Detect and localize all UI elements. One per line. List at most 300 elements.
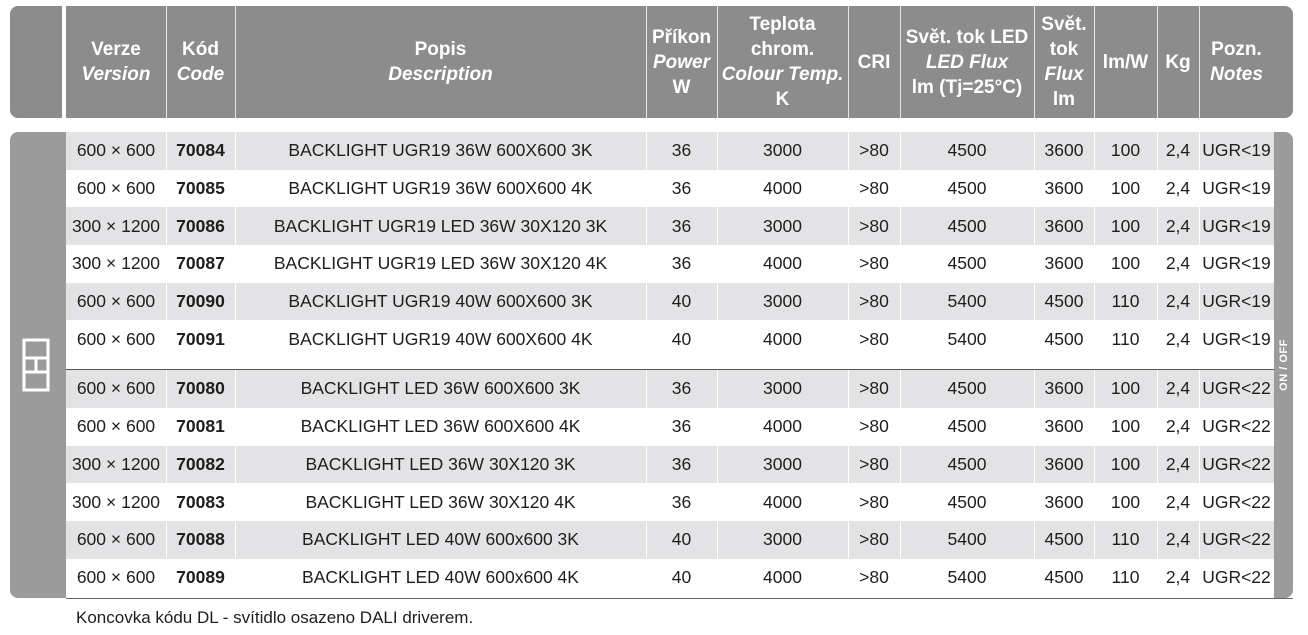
cell-power: 36 xyxy=(671,416,692,437)
cell-led-flux: 4500 xyxy=(947,215,987,236)
header-description xyxy=(235,6,646,118)
cell-colour-temp: 4000 xyxy=(763,416,802,437)
column-divider xyxy=(848,370,849,408)
column-divider xyxy=(1199,483,1200,521)
cell-led-flux: 4500 xyxy=(947,378,987,399)
cell-cri: >80 xyxy=(859,378,889,399)
column-divider xyxy=(1034,245,1035,283)
column-divider xyxy=(848,320,849,358)
cell-description: BACKLIGHT UGR19 LED 36W 30X120 4K xyxy=(273,253,608,274)
column-divider xyxy=(717,408,718,446)
column-divider xyxy=(166,559,167,597)
column-divider xyxy=(900,207,901,245)
cell-lm-per-w: 110 xyxy=(1111,291,1140,312)
cell-lm-per-w: 100 xyxy=(1110,140,1141,161)
header-divider xyxy=(166,6,167,118)
table-bottom-border xyxy=(66,598,1293,599)
column-divider xyxy=(1199,207,1200,245)
header-lm-per-w xyxy=(1094,6,1157,118)
cell-notes: UGR<19 xyxy=(1202,253,1271,274)
cell-code: 70082 xyxy=(176,453,225,474)
header-power-en: Power xyxy=(652,51,711,73)
cell-kg: 2,4 xyxy=(1165,566,1191,587)
cell-version: 600 × 600 xyxy=(76,140,156,161)
header-notes-en: Notes xyxy=(1210,64,1263,85)
cell-power: 36 xyxy=(671,453,692,474)
column-divider xyxy=(848,245,849,283)
column-divider xyxy=(1199,132,1200,170)
cell-version: 600 × 600 xyxy=(76,378,156,399)
column-divider xyxy=(235,132,236,170)
cell-power: 40 xyxy=(671,291,692,312)
cell-description: BACKLIGHT LED 36W 30X120 4K xyxy=(305,491,576,512)
column-divider xyxy=(1094,370,1095,408)
header-led-flux xyxy=(900,6,1034,118)
header-power-unit: W xyxy=(672,76,691,98)
cell-cri: >80 xyxy=(859,178,889,199)
cell-led-flux: 4500 xyxy=(947,140,987,161)
cell-version: 600 × 600 xyxy=(76,566,156,587)
column-divider xyxy=(717,245,718,283)
column-divider xyxy=(1199,408,1200,446)
column-divider xyxy=(1199,521,1200,559)
column-divider xyxy=(900,245,901,283)
cell-description: BACKLIGHT UGR19 36W 600X600 4K xyxy=(288,178,593,199)
column-divider xyxy=(900,283,901,321)
cell-description: BACKLIGHT LED 40W 600x600 4K xyxy=(302,566,579,587)
table-row xyxy=(66,170,1274,208)
column-divider xyxy=(166,245,167,283)
header-divider xyxy=(900,6,901,118)
cell-power: 36 xyxy=(671,378,692,399)
column-divider xyxy=(646,170,647,208)
cell-led-flux: 4500 xyxy=(947,416,987,437)
column-divider xyxy=(235,408,236,446)
column-divider xyxy=(646,207,647,245)
panel-light-icon xyxy=(22,338,50,392)
column-divider xyxy=(717,320,718,358)
cell-notes: UGR<22 xyxy=(1202,416,1271,437)
column-divider xyxy=(1199,370,1200,408)
column-divider xyxy=(1157,207,1158,245)
column-divider xyxy=(646,245,647,283)
cell-flux: 4500 xyxy=(1044,291,1084,312)
cell-code: 70090 xyxy=(176,291,225,312)
cell-code: 70085 xyxy=(176,178,225,199)
cell-lm-per-w: 100 xyxy=(1110,253,1141,274)
header-version-cz: Verze xyxy=(91,39,141,60)
column-divider xyxy=(848,408,849,446)
header-power xyxy=(646,6,717,118)
column-divider xyxy=(717,483,718,521)
cell-kg: 2,4 xyxy=(1165,140,1191,161)
cell-power: 36 xyxy=(671,491,692,512)
column-divider xyxy=(1157,370,1158,408)
column-divider xyxy=(1034,170,1035,208)
cell-code: 70089 xyxy=(176,566,225,587)
cell-flux: 3600 xyxy=(1044,253,1084,274)
column-divider xyxy=(646,320,647,358)
cell-lm-per-w: 100 xyxy=(1110,491,1141,512)
column-divider xyxy=(900,483,901,521)
column-divider xyxy=(235,170,236,208)
cell-version: 300 × 1200 xyxy=(71,253,161,274)
column-divider xyxy=(1094,245,1095,283)
column-divider xyxy=(848,559,849,597)
cell-cri: >80 xyxy=(859,253,889,274)
column-divider xyxy=(848,521,849,559)
cell-led-flux: 4500 xyxy=(947,178,987,199)
cell-kg: 2,4 xyxy=(1165,178,1191,199)
cell-flux: 4500 xyxy=(1044,566,1084,587)
column-divider xyxy=(1094,483,1095,521)
table-row xyxy=(66,320,1274,358)
cell-notes: UGR<22 xyxy=(1202,529,1271,550)
header-led-flux-cz: Svět. tok LED xyxy=(905,26,1029,48)
cell-led-flux: 5400 xyxy=(947,291,987,312)
header-description-cz: Popis xyxy=(414,39,467,60)
column-divider xyxy=(717,132,718,170)
header-code-cz: Kód xyxy=(182,39,219,60)
cell-code: 70088 xyxy=(176,529,225,550)
header-flux xyxy=(1034,6,1094,118)
cell-flux: 3600 xyxy=(1044,140,1084,161)
column-divider xyxy=(900,320,901,358)
table-row xyxy=(66,207,1274,245)
column-divider xyxy=(235,521,236,559)
cell-code: 70084 xyxy=(176,140,225,161)
column-divider xyxy=(1094,170,1095,208)
header-power-cz: Příkon xyxy=(651,26,712,48)
cell-description: BACKLIGHT LED 36W 600X600 3K xyxy=(300,378,581,399)
cell-notes: UGR<19 xyxy=(1202,178,1271,199)
column-divider xyxy=(1157,245,1158,283)
cell-version: 300 × 1200 xyxy=(71,215,161,236)
cell-cri: >80 xyxy=(859,529,889,550)
column-divider xyxy=(1199,283,1200,321)
column-divider xyxy=(848,132,849,170)
footnote: Koncovka kódu DL - svítidlo osazeno DALI driverem. xyxy=(76,608,474,627)
cell-kg: 2,4 xyxy=(1165,378,1191,399)
column-divider xyxy=(235,483,236,521)
header-divider xyxy=(646,6,647,118)
cell-power: 36 xyxy=(671,215,692,236)
cell-lm-per-w: 100 xyxy=(1110,453,1141,474)
cell-cri: >80 xyxy=(859,291,889,312)
column-divider xyxy=(1094,408,1095,446)
header-colour-temp-unit: K xyxy=(775,89,790,110)
cell-lm-per-w: 100 xyxy=(1110,416,1141,437)
cell-colour-temp: 3000 xyxy=(763,291,802,312)
column-divider xyxy=(646,408,647,446)
header-notes xyxy=(1199,6,1274,118)
header-flux-unit: lm xyxy=(1052,89,1076,110)
cell-led-flux: 5400 xyxy=(947,328,987,349)
column-divider xyxy=(900,132,901,170)
column-divider xyxy=(1157,170,1158,208)
cell-power: 36 xyxy=(671,178,692,199)
cell-cri: >80 xyxy=(859,491,889,512)
column-divider xyxy=(1034,370,1035,408)
cell-version: 600 × 600 xyxy=(76,178,156,199)
column-divider xyxy=(900,559,901,597)
cell-version: 600 × 600 xyxy=(76,529,156,550)
header-colour-temp xyxy=(717,6,848,118)
column-divider xyxy=(1157,283,1158,321)
cell-code: 70091 xyxy=(176,328,225,349)
column-divider xyxy=(1034,320,1035,358)
table-row xyxy=(66,283,1274,321)
cell-led-flux: 4500 xyxy=(947,253,987,274)
cell-kg: 2,4 xyxy=(1165,453,1191,474)
column-divider xyxy=(848,446,849,484)
column-divider xyxy=(1034,408,1035,446)
on-off-label: ON / OFF xyxy=(1278,339,1290,391)
column-divider xyxy=(1094,446,1095,484)
cell-notes: UGR<22 xyxy=(1202,566,1271,587)
column-divider xyxy=(900,170,901,208)
cell-version: 600 × 600 xyxy=(76,416,156,437)
cell-lm-per-w: 100 xyxy=(1110,178,1141,199)
header-colour-temp-cz: Teplota chrom. xyxy=(749,14,816,60)
cell-lm-per-w: 100 xyxy=(1110,378,1141,399)
cell-notes: UGR<19 xyxy=(1202,215,1271,236)
column-divider xyxy=(166,320,167,358)
cell-description: BACKLIGHT UGR19 40W 600X600 3K xyxy=(288,291,593,312)
column-divider xyxy=(166,521,167,559)
column-divider xyxy=(1034,446,1035,484)
column-divider xyxy=(1034,559,1035,597)
column-divider xyxy=(166,283,167,321)
column-divider xyxy=(1199,446,1200,484)
column-divider xyxy=(900,370,901,408)
header-divider xyxy=(1034,6,1035,118)
column-divider xyxy=(166,370,167,408)
column-divider xyxy=(1157,132,1158,170)
column-divider xyxy=(1034,483,1035,521)
column-divider xyxy=(235,446,236,484)
column-divider xyxy=(717,446,718,484)
table-row xyxy=(66,483,1274,521)
cell-description: BACKLIGHT UGR19 40W 600X600 4K xyxy=(288,328,593,349)
column-divider xyxy=(166,207,167,245)
column-divider xyxy=(646,559,647,597)
header-left-block xyxy=(10,6,62,118)
column-divider xyxy=(1199,245,1200,283)
table-row xyxy=(66,408,1274,446)
cell-colour-temp: 4000 xyxy=(763,328,802,349)
table-row xyxy=(66,369,1274,408)
cell-kg: 2,4 xyxy=(1165,416,1191,437)
column-divider xyxy=(1094,559,1095,597)
cell-kg: 2,4 xyxy=(1165,491,1191,512)
header-divider xyxy=(235,6,236,118)
table-row xyxy=(66,132,1274,170)
header-description-en: Description xyxy=(388,64,493,85)
cell-colour-temp: 4000 xyxy=(763,253,802,274)
column-divider xyxy=(1094,207,1095,245)
column-divider xyxy=(848,207,849,245)
cell-colour-temp: 4000 xyxy=(763,491,802,512)
column-divider xyxy=(1157,483,1158,521)
cell-kg: 2,4 xyxy=(1165,328,1191,349)
column-divider xyxy=(235,559,236,597)
cell-lm-per-w: 110 xyxy=(1111,328,1140,349)
column-divider xyxy=(235,245,236,283)
header-notes-cz: Pozn. xyxy=(1211,39,1262,60)
table-row xyxy=(66,446,1274,484)
cell-notes: UGR<22 xyxy=(1202,491,1271,512)
column-divider xyxy=(235,320,236,358)
cell-colour-temp: 3000 xyxy=(763,529,802,550)
cell-cri: >80 xyxy=(859,215,889,236)
cell-notes: UGR<22 xyxy=(1202,378,1271,399)
cell-kg: 2,4 xyxy=(1165,253,1191,274)
column-divider xyxy=(717,170,718,208)
cell-cri: >80 xyxy=(859,140,889,161)
column-divider xyxy=(1199,320,1200,358)
column-divider xyxy=(1199,170,1200,208)
cell-version: 600 × 600 xyxy=(76,291,156,312)
column-divider xyxy=(166,132,167,170)
cell-description: BACKLIGHT LED 40W 600x600 3K xyxy=(302,529,579,550)
cell-colour-temp: 3000 xyxy=(763,215,802,236)
column-divider xyxy=(646,283,647,321)
header-flux-cz: Svět. tok xyxy=(1041,14,1087,60)
cell-code: 70087 xyxy=(176,253,225,274)
cell-flux: 3600 xyxy=(1044,453,1084,474)
cell-cri: >80 xyxy=(859,453,889,474)
cell-lm-per-w: 100 xyxy=(1110,215,1141,236)
table-row xyxy=(66,521,1274,559)
cell-cri: >80 xyxy=(859,328,889,349)
column-divider xyxy=(717,283,718,321)
header-divider xyxy=(1157,6,1158,118)
header-version-en: Version xyxy=(81,64,151,85)
header-cri-cz: CRI xyxy=(857,51,891,73)
column-divider xyxy=(848,483,849,521)
cell-notes: UGR<19 xyxy=(1202,140,1271,161)
cell-code: 70086 xyxy=(176,215,225,236)
column-divider xyxy=(1157,320,1158,358)
header-colour-temp-en: Colour Temp. xyxy=(721,64,844,85)
column-divider xyxy=(1094,132,1095,170)
header-kg-cz: Kg xyxy=(1165,51,1191,73)
cell-flux: 4500 xyxy=(1044,529,1084,550)
header-code xyxy=(166,6,235,118)
cell-led-flux: 5400 xyxy=(947,529,987,550)
cell-cri: >80 xyxy=(859,416,889,437)
column-divider xyxy=(717,521,718,559)
header-divider xyxy=(717,6,718,118)
cell-code: 70083 xyxy=(176,491,225,512)
cell-cri: >80 xyxy=(859,566,889,587)
column-divider xyxy=(1199,559,1200,597)
cell-colour-temp: 3000 xyxy=(763,378,802,399)
header-lm-per-w-cz: lm/W xyxy=(1102,51,1149,73)
column-divider xyxy=(848,170,849,208)
cell-kg: 2,4 xyxy=(1165,291,1191,312)
cell-flux: 3600 xyxy=(1044,378,1084,399)
header-divider xyxy=(848,6,849,118)
cell-flux: 3600 xyxy=(1044,491,1084,512)
column-divider xyxy=(1157,446,1158,484)
column-divider xyxy=(646,521,647,559)
cell-kg: 2,4 xyxy=(1165,529,1191,550)
column-divider xyxy=(646,446,647,484)
header-cri xyxy=(848,6,900,118)
header-divider xyxy=(1199,6,1200,118)
cell-description: BACKLIGHT UGR19 LED 36W 30X120 3K xyxy=(273,215,608,236)
cell-lm-per-w: 110 xyxy=(1111,566,1140,587)
header-version xyxy=(66,6,166,118)
column-divider xyxy=(1157,559,1158,597)
cell-notes: UGR<19 xyxy=(1202,291,1271,312)
header-led-flux-unit: lm (Tj=25°C) xyxy=(911,76,1023,98)
cell-flux: 3600 xyxy=(1044,178,1084,199)
column-divider xyxy=(166,408,167,446)
cell-description: BACKLIGHT LED 36W 30X120 3K xyxy=(305,453,576,474)
cell-led-flux: 4500 xyxy=(947,491,987,512)
cell-version: 300 × 1200 xyxy=(71,491,161,512)
product-table xyxy=(66,132,1274,596)
cell-colour-temp: 3000 xyxy=(763,453,802,474)
cell-description: BACKLIGHT LED 36W 600X600 4K xyxy=(300,416,581,437)
column-divider xyxy=(1034,283,1035,321)
cell-notes: UGR<19 xyxy=(1202,328,1271,349)
cell-version: 600 × 600 xyxy=(76,328,156,349)
column-divider xyxy=(1034,132,1035,170)
column-divider xyxy=(166,483,167,521)
column-divider xyxy=(646,483,647,521)
table-row xyxy=(66,245,1274,283)
cell-flux: 3600 xyxy=(1044,416,1084,437)
column-divider xyxy=(1034,207,1035,245)
header-kg xyxy=(1157,6,1199,118)
cell-description: BACKLIGHT UGR19 36W 600X600 3K xyxy=(288,140,593,161)
column-divider xyxy=(166,446,167,484)
column-divider xyxy=(717,370,718,408)
header-flux-en: Flux xyxy=(1044,64,1084,85)
column-divider xyxy=(1157,521,1158,559)
cell-power: 36 xyxy=(671,140,692,161)
column-divider xyxy=(1094,521,1095,559)
cell-colour-temp: 4000 xyxy=(763,566,802,587)
cell-power: 40 xyxy=(671,566,692,587)
column-divider xyxy=(1094,320,1095,358)
column-divider xyxy=(646,370,647,408)
cell-power: 36 xyxy=(671,253,692,274)
cell-version: 300 × 1200 xyxy=(71,453,161,474)
cell-code: 70080 xyxy=(176,378,225,399)
column-divider xyxy=(900,521,901,559)
column-divider xyxy=(717,207,718,245)
cell-colour-temp: 4000 xyxy=(763,178,802,199)
cell-colour-temp: 3000 xyxy=(763,140,802,161)
column-divider xyxy=(717,559,718,597)
cell-power: 40 xyxy=(671,529,692,550)
cell-power: 40 xyxy=(671,328,692,349)
column-divider xyxy=(1157,408,1158,446)
cell-led-flux: 4500 xyxy=(947,453,987,474)
cell-flux: 4500 xyxy=(1044,328,1084,349)
column-divider xyxy=(1094,283,1095,321)
cell-kg: 2,4 xyxy=(1165,215,1191,236)
header-divider xyxy=(1094,6,1095,118)
cell-led-flux: 5400 xyxy=(947,566,987,587)
column-divider xyxy=(166,170,167,208)
cell-flux: 3600 xyxy=(1044,215,1084,236)
